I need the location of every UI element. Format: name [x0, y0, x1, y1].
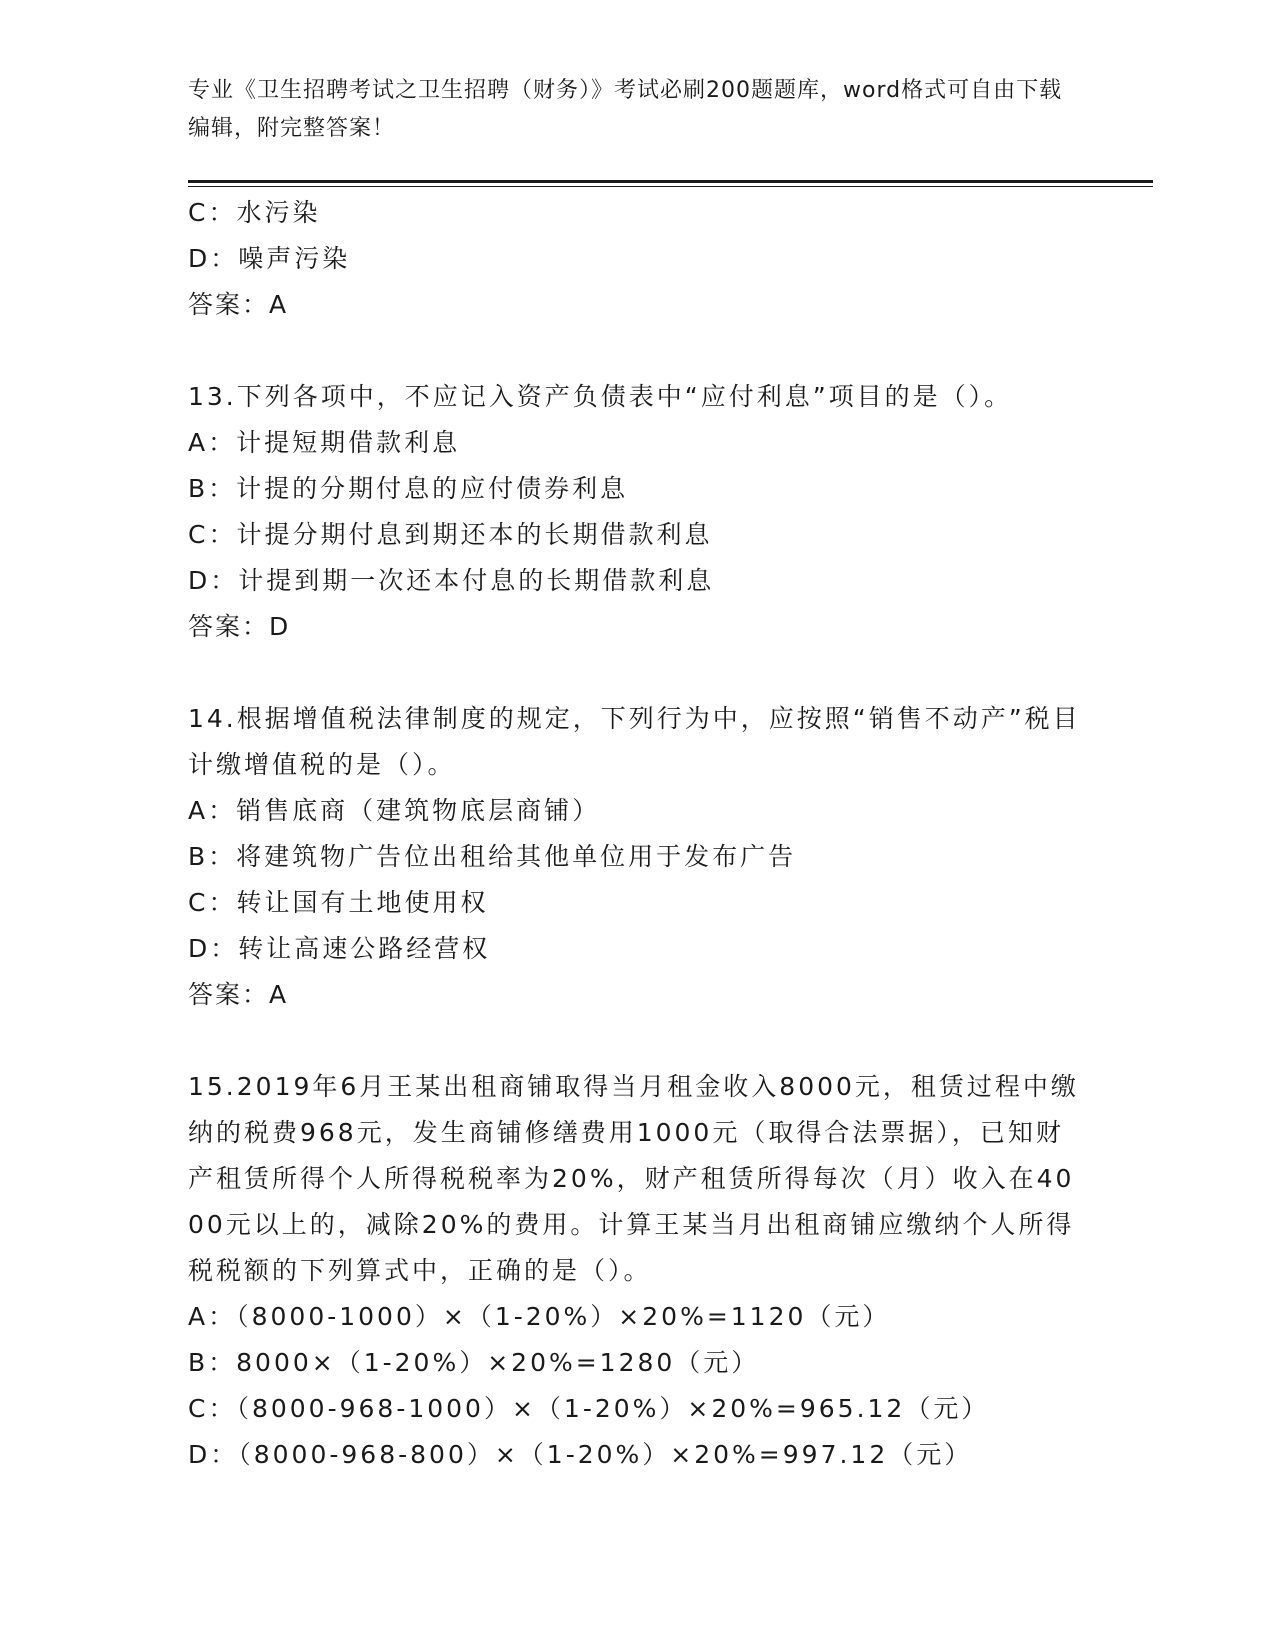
answer-line: 答案：D — [188, 612, 291, 641]
spacer — [188, 1018, 1088, 1064]
question-15 — [188, 1064, 1088, 1478]
option-c: C：水污染 — [188, 198, 321, 227]
document-body — [188, 190, 1088, 1478]
option-a: A：（8000-1000）×（1-20%）×20%=1120（元） — [188, 1302, 891, 1331]
option-a: A：计提短期借款利息 — [188, 428, 461, 457]
question-stem: 15.2019年6月王某出租商铺取得当月租金收入8000元，租赁过程中缴纳的税费968元，发生商铺修缮费用1000元（取得合法票据），已知财产租赁所得个人所得税税率为20%，财产租赁所得每次（月）收入在4000元以上的，减除20%的费用。计算王某当月出租商铺应缴纳个人所得税税额的下列算式中，正确的是（）。 — [188, 1072, 1079, 1285]
question-stem: 14.根据增值税法律制度的规定，下列行为中，应按照“销售不动产”税目计缴增值税的是（）。 — [188, 704, 1081, 779]
option-a: A：销售底商（建筑物底层商铺） — [188, 796, 601, 825]
header-rule-thick — [188, 180, 1153, 183]
option-c: C：（8000-968-1000）×（1-20%）×20%=965.12（元） — [188, 1394, 990, 1423]
answer-line: 答案：A — [188, 290, 289, 319]
option-b: B：将建筑物广告位出租给其他单位用于发布广告 — [188, 842, 797, 871]
answer-line: 答案：A — [188, 980, 289, 1009]
question-13 — [188, 374, 1088, 650]
spacer — [188, 328, 1088, 374]
option-d: D：（8000-968-800）×（1-20%）×20%=997.12（元） — [188, 1440, 973, 1469]
spacer — [188, 650, 1088, 696]
header-rule-thin — [188, 186, 1153, 187]
page-header: 专业《卫生招聘考试之卫生招聘（财务）》考试必刷200题题库，word格式可自由下载编辑，附完整答案！ — [188, 78, 1063, 141]
option-c: C：计提分期付息到期还本的长期借款利息 — [188, 520, 713, 549]
option-b: B：计提的分期付息的应付债券利息 — [188, 474, 629, 503]
question-14 — [188, 696, 1088, 1018]
option-d: D：噪声污染 — [188, 244, 351, 273]
question-stem: 13.下列各项中，不应记入资产负债表中“应付利息”项目的是（）。 — [188, 382, 1013, 411]
option-d: D：转让高速公路经营权 — [188, 934, 491, 963]
question-12-tail — [188, 190, 1088, 328]
option-b: B：8000×（1-20%）×20%=1280（元） — [188, 1348, 760, 1377]
option-c: C：转让国有土地使用权 — [188, 888, 489, 917]
option-d: D：计提到期一次还本付息的长期借款利息 — [188, 566, 715, 595]
